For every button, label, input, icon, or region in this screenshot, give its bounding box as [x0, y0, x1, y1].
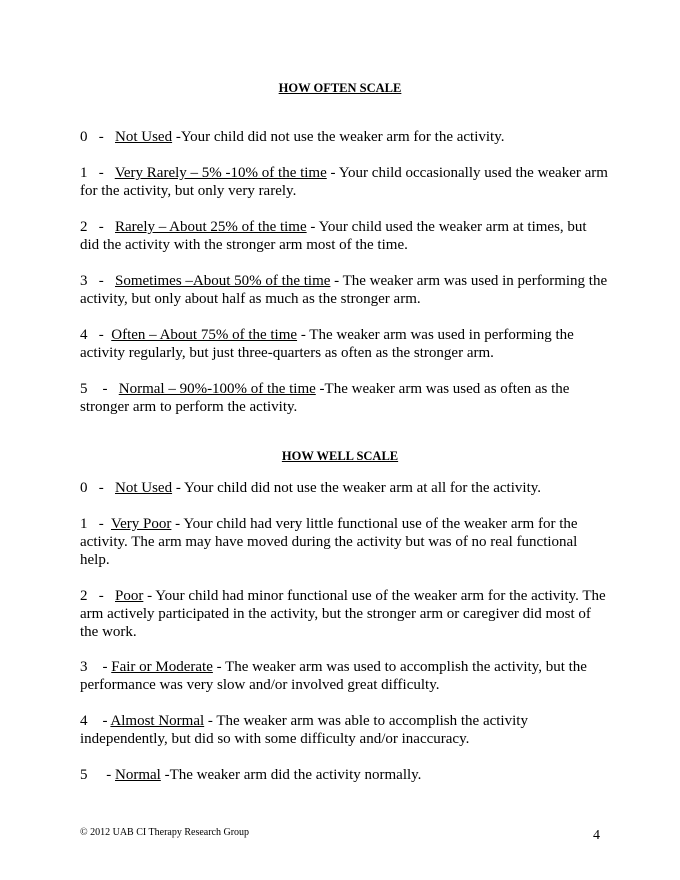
item-term: Almost Normal	[110, 713, 205, 729]
item-description: - Your child occasionally used the weaker arm for the activity, but only very rarely.	[80, 165, 608, 199]
item-number: 1 -	[80, 165, 115, 181]
item-term: Normal – 90%-100% of the time	[118, 381, 316, 397]
how-often-scale-heading: HOW OFTEN SCALE	[278, 81, 402, 95]
well-item-1	[80, 515, 608, 569]
item-term: Sometimes –About 50% of the time	[115, 273, 331, 289]
item-description: - The weaker arm was used in performing the activity, but only about half as much as the stronger arm.	[80, 273, 608, 307]
page-number: 4	[593, 828, 600, 843]
item-term: Rarely – About 25% of the time	[115, 219, 307, 235]
item-description: - The weaker arm was used to accomplish the activity, but the performance was very slow and/or involved great difficulty.	[80, 659, 587, 693]
well-item-5	[80, 766, 608, 784]
item-number: 5 -	[80, 767, 115, 783]
item-description: -The weaker arm did the activity normally.	[160, 767, 422, 783]
item-description: -Your child did not use the weaker arm for the activity.	[172, 129, 505, 145]
often-item-3	[80, 272, 608, 308]
footer-copyright: © 2012 UAB CI Therapy Research Group	[80, 827, 250, 838]
item-number: 5 -	[80, 381, 119, 397]
often-item-5	[80, 380, 608, 416]
item-number: 0 -	[80, 129, 115, 145]
item-description: - Your child had minor functional use of the weaker arm for the activity. The arm actively participated in the activity, but the stronger arm or caregiver did most of the work.	[80, 588, 606, 640]
item-description: - The weaker arm was able to accomplish the activity independently, but did so with some difficulty and/or inaccuracy.	[80, 713, 528, 747]
how-well-scale-heading: HOW WELL SCALE	[281, 449, 399, 463]
item-term: Fair or Moderate	[111, 659, 213, 675]
item-term: Very Rarely – 5% -10% of the time	[114, 165, 327, 181]
often-item-1	[80, 164, 608, 200]
well-item-4	[80, 712, 608, 748]
often-item-2	[80, 218, 608, 254]
item-number: 4 -	[80, 713, 111, 729]
item-number: 2 -	[80, 588, 115, 604]
item-number: 3 -	[80, 659, 112, 675]
well-item-2	[80, 587, 608, 641]
item-description: - The weaker arm was used in performing the activity regularly, but just three-quarters as often as the stronger arm.	[80, 327, 574, 361]
item-number: 2 -	[80, 219, 115, 235]
well-item-0	[80, 479, 608, 497]
item-number: 3 -	[80, 273, 115, 289]
item-term: Very Poor	[110, 516, 172, 532]
well-item-3	[80, 658, 608, 694]
item-number: 1 -	[80, 516, 111, 532]
item-description: - Your child did not use the weaker arm at all for the activity.	[172, 480, 542, 496]
item-description: -The weaker arm was used as often as the stronger arm to perform the activity.	[80, 381, 570, 415]
item-description: - Your child had very little functional use of the weaker arm for the activity. The arm may have moved during the activity but was of no real functional help.	[80, 516, 578, 568]
often-item-4	[80, 326, 608, 362]
item-term: Poor	[115, 588, 144, 604]
item-term: Not Used	[115, 129, 173, 145]
item-term: Normal	[115, 767, 161, 783]
item-number: 4 -	[80, 327, 112, 343]
item-number: 0 -	[80, 480, 115, 496]
often-item-0	[80, 128, 608, 146]
item-description: - Your child used the weaker arm at times, but did the activity with the stronger arm most of the time.	[80, 219, 587, 253]
item-term: Not Used	[115, 480, 173, 496]
item-term: Often – About 75% of the time	[111, 327, 298, 343]
